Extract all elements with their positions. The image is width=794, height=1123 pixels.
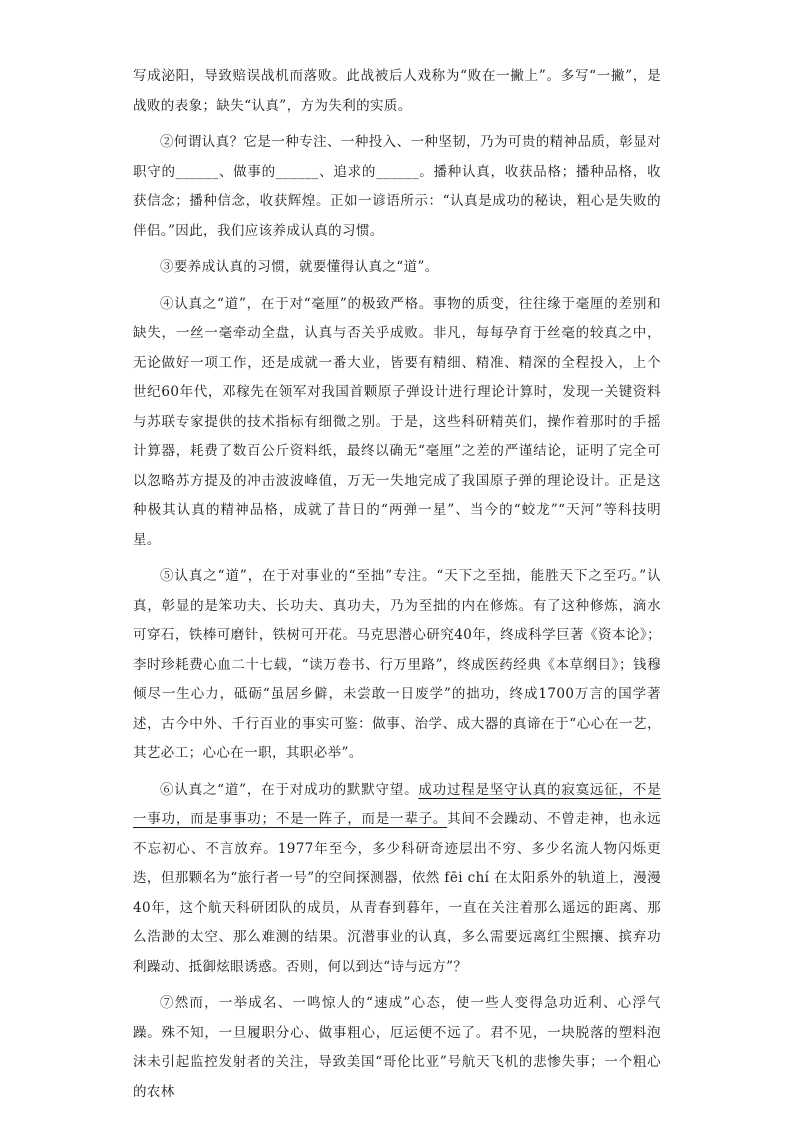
paragraph-3: ③要养成认真的习惯，就要懂得认真之“道”。 [160,259,439,275]
underlined-sentence: 成功过程是坚守认真的寂寞远征，不是一事功，而是事事功；不是一阵子，而是一辈子。 [133,781,661,827]
paragraph-6-rest: 其间不会躁动、不曾走神，也永远不忘初心、不言放弃。1977年至今，多少科研奇迹层出不穷、多少名流人物闪烁更迭，但那颗名为“旅行者一号”的空间探测器，依然 fēi chí 在太阳系外的轨道上，漫漫40年，这个航天科研团队的成员，从青春到暮年，一直在关注着那么遥远的距离、那么浩渺的太空、那么难测的结果。沉潜事业的认真，多么需要远离红尘熙攘、摈弃功利躁动、抵御炫眼诱惑。否则，何以到达“诗与远方”？ [133,811,661,975]
paragraph-6 [133,776,661,983]
paragraph-1-continuation: 写成泌阳，导致赔误战机而落败。此战被后人戏称为“败在一撇上”。多写“一撇”，是战败的表象；缺失“认真”，方为失利的实质。 [133,68,661,114]
paragraph-2: ②何谓认真？它是一种专注、一种投入、一种坚韧，乃为可贵的精神品质，彰显对职守的______、做事的______、追求的______。播种认真，收获品格；播种品格，收获信念；播种信念，收获辉煌。正如一谚语所示：“认真是成功的秘诀，粗心是失败的伴侣。”因此，我们应该养成认真的习惯。 [133,134,661,239]
paragraph-5: ⑤认真之“道”，在于对事业的“至拙”专注。“天下之至拙，能胜天下之至巧。”认真，彰显的是笨功夫、长功夫、真功夫，乃为至拙的内在修炼。有了这种修炼，滴水可穿石，铁棒可磨针，铁树可开花。马克思潜心研究40年，终成科学巨著《资本论》；李时珍耗费心血二十七载，“读万卷书、行万里路”，终成医药经典《本草纲目》；钱穆倾尽一生心力，砥砺“虽居乡僻，未尝敢一日废学”的拙功，终成1700万言的国学著述，古今中外、千行百业的事实可鉴：做事、治学、成大器的真谛在于“心心在一艺，其艺必工；心心在一职，其职必举”。 [133,568,661,761]
paragraph-7: ⑦然而，一举成名、一鸣惊人的“速成”心态，使一些人变得急功近利、心浮气躁。殊不知，一旦履职分心、做事粗心，厄运便不远了。君不见，一块脱落的塑料泡沫未引起监控发射者的关注，导致美国“哥伦比亚”号航天飞机的悲惨失事；一个粗心的农林 [133,995,661,1100]
paragraph-6-lead: ⑥认真之“道”，在于对成功的默默守望。 [160,781,419,798]
paragraph-4: ④认真之“道”，在于对“毫厘”的极致严格。事物的质变，往往缘于毫厘的差别和缺失，一丝一毫牵动全盘，认真与否关乎成败。非凡，每每孕育于丝毫的较真之中，无论做好一项工作，还是成就一番大业，皆要有精细、精准、精深的全程投入，上个世纪60年代，邓稼先在领军对我国首颗原子弹设计进行理论计算时，发现一关键资料与苏联专家提供的技术指标有细微之别。于是，这些科研精英们，操作着那时的手摇计算器，耗费了数百公斤资料纸，最终以确无“毫厘”之差的严谨结论，证明了完全可以忽略苏方提及的冲击波波峰值，万无一失地完成了我国原子弹的理论设计。正是这种极其认真的精神品格，成就了昔日的“两弹一星”、当今的“蛟龙”“天河”等科技明星。 [133,295,661,548]
article-body [133,62,661,1107]
